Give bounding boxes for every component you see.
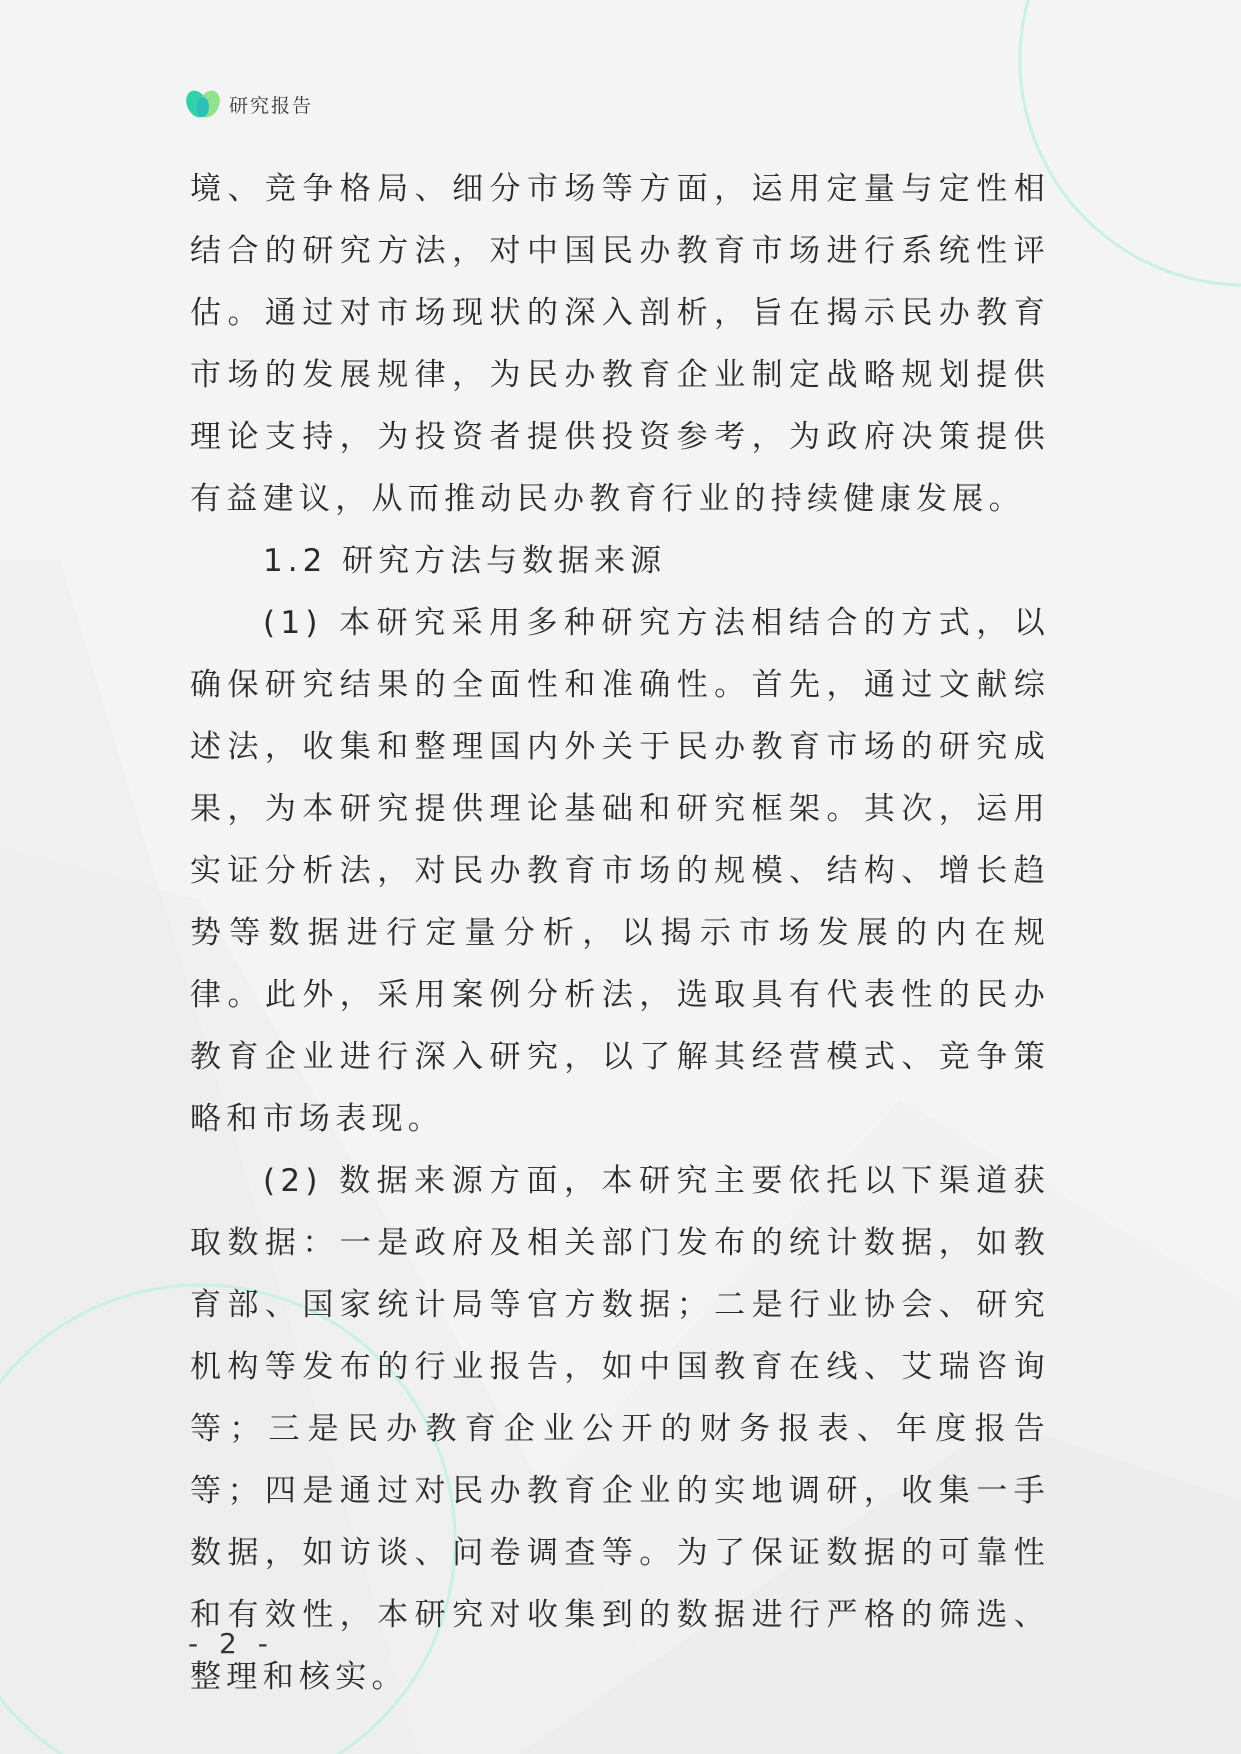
page-number: - 2 - bbox=[188, 1627, 274, 1660]
paragraph-continued: 境、竞争格局、细分市场等方面，运用定量与定性相结合的研究方法，对中国民办教育市场进行系统性评估。通过对市场现状的深入剖析，旨在揭示民办教育市场的发展规律，为民办教育企业制定战略规划提供理论支持，为投资者提供投资参考，为政府决策提供有益建议，从而推动民办教育行业的持续健康发展。 bbox=[190, 171, 1050, 517]
document-body bbox=[190, 158, 1050, 1708]
report-header bbox=[185, 86, 313, 122]
brand-logo-icon bbox=[185, 87, 221, 121]
section-heading: 1.2 研究方法与数据来源 bbox=[263, 543, 667, 579]
paragraph-research-methods: (1) 本研究采用多种研究方法相结合的方式，以确保研究结果的全面性和准确性。首先，通过文献综述法，收集和整理国内外关于民办教育市场的研究成果，为本研究提供理论基础和研究框架。其次，运用实证分析法，对民办教育市场的规模、结构、增长趋势等数据进行定量分析，以揭示市场发展的内在规律。此外，采用案例分析法，选取具有代表性的民办教育企业进行深入研究，以了解其经营模式、竞争策略和市场表现。 bbox=[190, 605, 1050, 1137]
header-title: 研究报告 bbox=[229, 94, 314, 117]
paragraph-data-sources: (2) 数据来源方面，本研究主要依托以下渠道获取数据：一是政府及相关部门发布的统计数据，如教育部、国家统计局等官方数据；二是行业协会、研究机构等发布的行业报告，如中国教育在线、艾瑞咨询等；三是民办教育企业公开的财务报表、年度报告等；四是通过对民办教育企业的实地调研，收集一手数据，如访谈、问卷调查等。为了保证数据的可靠性和有效性，本研究对收集到的数据进行严格的筛选、整理和核实。 bbox=[190, 1163, 1050, 1695]
